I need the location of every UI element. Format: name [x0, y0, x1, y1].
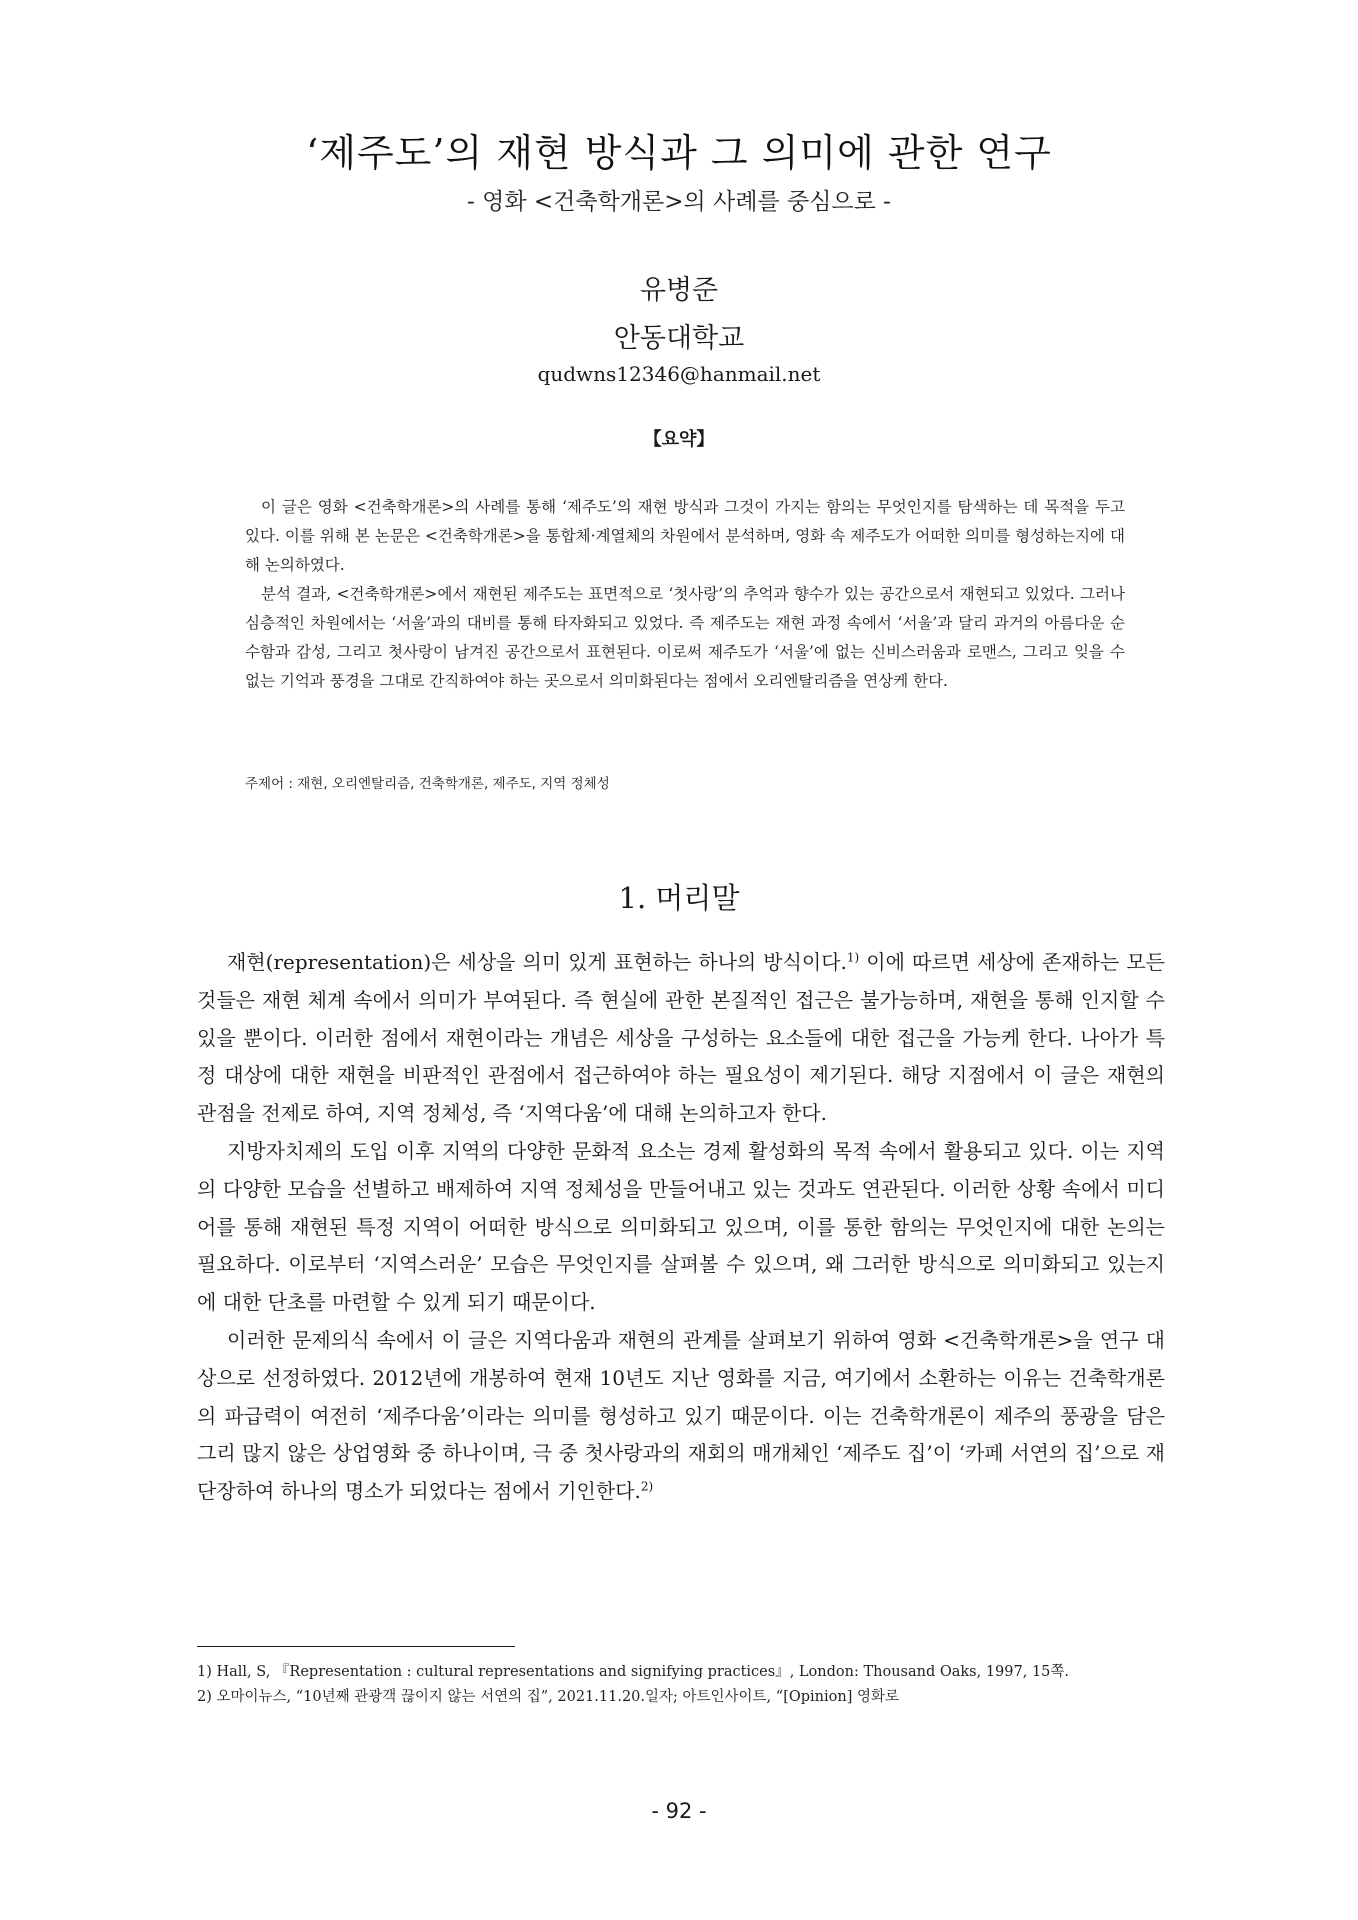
footnotes [197, 1660, 1165, 1710]
footnote-divider [197, 1646, 515, 1647]
footnote-ref: 1) [846, 950, 860, 965]
body-text: 재현(representation)은 세상을 의미 있게 표현하는 하나의 방식이다. [227, 950, 847, 974]
author-email: qudwns12346@hanmail.net [537, 362, 821, 386]
keywords: 주제어 : 재현, 오리엔탈리즘, 건축학개론, 제주도, 지역 정체성 [245, 776, 610, 792]
abstract-paragraph: 이 글은 영화 <건축학개론>의 사례를 통해 ‘제주도’의 재현 방식과 그것이 가지는 함의는 무엇인지를 탐색하는 데 목적을 두고 있다. 이를 위해 본 논문은 <건축학개론>을 통합체·계열체의 차원에서 분석하며, 영화 속 제주도가 어떠한 의미를 형성하는지에 대해 논의하였다. [245, 498, 1125, 574]
paper-subtitle: - 영화 <건축학개론>의 사례를 중심으로 - [467, 189, 891, 215]
body-paragraph: 지방자치제의 도입 이후 지역의 다양한 문화적 요소는 경제 활성화의 목적 속에서 활용되고 있다. 이는 지역의 다양한 모습을 선별하고 배제하여 지역 정체성을 만들어내고 있는 것과도 연관된다. 이러한 상황 속에서 미디어를 통해 재현된 특정 지역이 어떠한 방식으로 의미화되고 있으며, 이를 통한 함의는 무엇인지에 대한 논의는 필요하다. 이로부터 ‘지역스러운’ 모습은 무엇인지를 살펴볼 수 있으며, 왜 그러한 방식으로 의미화되고 있는지에 대한 단초를 마련할 수 있게 되기 때문이다. [197, 1138, 1165, 1315]
author-affiliation: 안동대학교 [613, 323, 745, 354]
abstract-heading: 【요약】 [643, 429, 715, 450]
body-text: 이러한 문제의식 속에서 이 글은 지역다움과 재현의 관계를 살펴보기 위하여 영화 <건축학개론>을 연구 대상으로 선정하였다. 2012년에 개봉하여 현재 10년도 지난 영화를 지금, 여기에서 소환하는 이유는 건축학개론의 파급력이 여전히 ‘제주다움’이라는 의미를 형성하고 있기 때문이다. 이는 건축학개론이 제주의 풍광을 담은 그리 많지 않은 상업영화 중 하나이며, 극 중 첫사랑과의 재회의 매개체인 ‘제주도 집’이 ‘카페 서연의 집’으로 재단장하여 하나의 명소가 되었다는 점에서 기인한다. [197, 1327, 1165, 1504]
body-paragraph [197, 944, 1165, 1133]
footnote: 2) 오마이뉴스, “10년째 관광객 끊이지 않는 서연의 집”, 2021.11.20.일자; 아트인사이트, “[Opinion] 영화로 [197, 1689, 899, 1705]
section-body [197, 944, 1165, 1511]
footnote: 1) Hall, S, 『Representation : cultural representations and signifying practices』, London: Thousand Oaks, 1997, 15쪽. [197, 1664, 1070, 1680]
body-paragraph [197, 1322, 1165, 1511]
abstract-body [245, 493, 1125, 696]
footnote-ref: 2) [640, 1479, 654, 1494]
paper-title: ‘제주도’의 재현 방식과 그 의미에 관한 연구 [306, 131, 1052, 175]
body-text: 이에 따르면 세상에 존재하는 모든 것들은 재현 체계 속에서 의미가 부여된다. 즉 현실에 관한 본질적인 접근은 불가능하며, 재현을 통해 인지할 수 있을 뿐이다. 이러한 점에서 재현이라는 개념은 세상을 구성하는 요소들에 대한 접근을 가능케 한다. 나아가 특정 대상에 대한 재현을 비판적인 관점에서 접근하여야 하는 필요성이 제기된다. 해당 지점에서 이 글은 재현의 관점을 전제로 하여, 지역 정체성, 즉 ‘지역다움’에 대해 논의하고자 한다. [197, 950, 1165, 1126]
abstract-paragraph: 분석 결과, <건축학개론>에서 재현된 제주도는 표면적으로 ‘첫사랑’의 추억과 향수가 있는 공간으로서 재현되고 있었다. 그러나 심층적인 차원에서는 ‘서울’과의 대비를 통해 타자화되고 있었다. 즉 제주도는 재현 과정 속에서 ‘서울’과 달리 과거의 아름다운 순수함과 감성, 그리고 첫사랑이 남겨진 공간으로서 표현된다. 이로써 제주도가 ‘서울’에 없는 신비스러움과 로맨스, 그리고 잊을 수 없는 기억과 풍경을 그대로 간직하여야 하는 곳으로서 의미화된다는 점에서 오리엔탈리즘을 연상케 한다. [245, 585, 1125, 690]
section-heading: 1. 머리말 [618, 881, 740, 915]
page-number: - 92 - [651, 1799, 707, 1823]
author-name: 유병준 [639, 275, 719, 306]
